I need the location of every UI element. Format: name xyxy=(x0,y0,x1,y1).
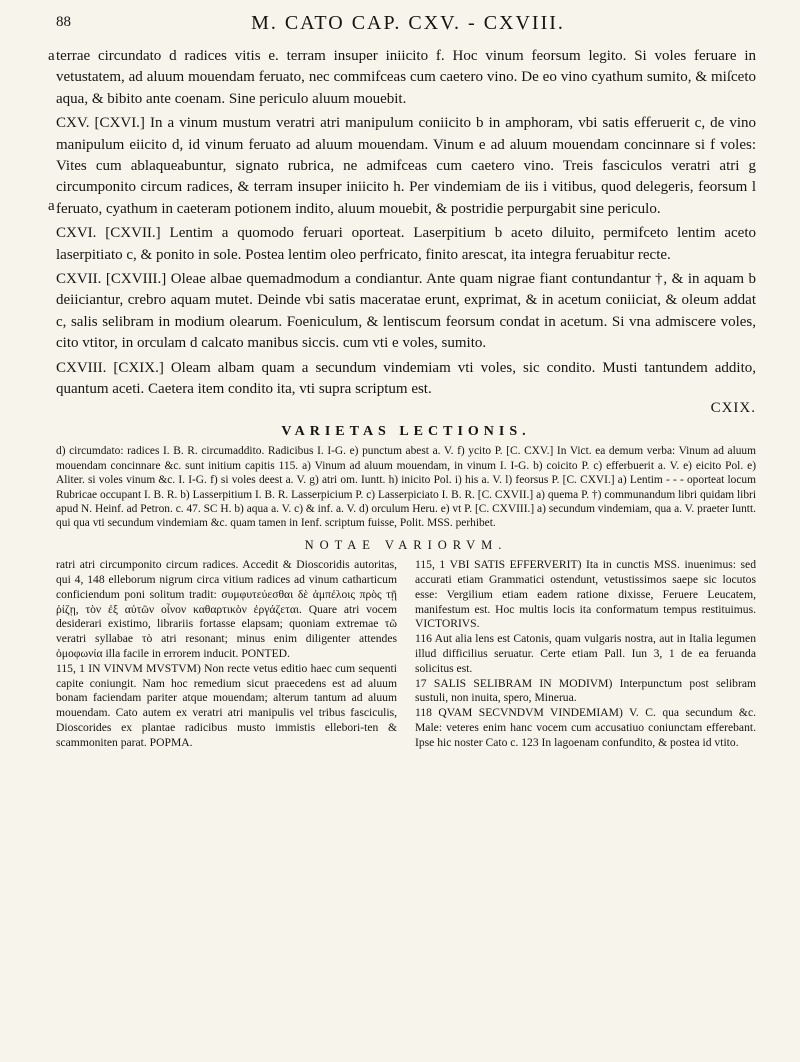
running-header xyxy=(56,12,760,36)
catchword: CXIX. xyxy=(710,399,756,416)
notae-heading: NOTAE VARIORVM. xyxy=(304,537,508,552)
main-text xyxy=(56,46,756,751)
notae-columns xyxy=(56,558,756,750)
notae-left-column: ratri atri circumponito circum radices. Accedit & Dioscoridis autoritas, qui 4, 148 elleborum nigrum circa vitium radices ad vinum catharticum conficiendum poni solitum tradit: συμφυτεύεσθαι δὲ ἀμπέλοις πρὸς τῇ ῥίζῃ, τὸν ἐξ αὐτῶν οἶνον καθαρτικὸν ἐργάζεται. Quare atri vocem desiderari existimo, librariis fortasse elapsam; quoniam extremae τῶ veratri syllabae τὸ atri resonant; minus enim diligenter attendes ὁμοφωνία illa facile in errorem inducit. PONTED. 115, 1 IN VINVM MVSTVM) Non recte vetus editio haec cum sequenti capite coniungit. Nam hoc remedium sicut praecedens est ad aluum bonam faciendam pariter atque mouendam; alterum tantum ad aluum mouendam. Cato autem ex veratri atri manipulis vel tribus fasciculis, Dioscorides ex plantae radicibus musto immistis ellebori-ten & scammoniten parat. POPMA. xyxy=(56,558,397,749)
chapter-paragraph: CXVI. [CXVII.] Lentim a quomodo feruari oporteat. Laserpitium b aceto diluito, permifceto lentim aceto laserpitiato c, & ponito in sole. Postea lentim oleo perfricato, finito arescat, ita integra feruabitur recte. xyxy=(56,225,756,263)
chapter-paragraph: CXVII. [CXVIII.] Oleae albae quemadmodum a condiantur. Ante quam nigrae fiant contundantur †, & in aquam b deiiciantur, crebro aquam mutet. Deinde vbi satis maceratae erunt, exprimat, & in acetum coniiciat, & oleum addat c, salis selibram in modium olearum. Foeniculum, & lentiscum feorsum condat in acetum. Si vna admiscere voles, cito vtitor, in orculam d calcato manibus siccis. cum vti e voles, sumito. xyxy=(56,271,756,352)
chapter-paragraph: CXV. [CXVI.] In a vinum mustum veratri atri manipulum coniicito b in amphoram, vbi satis efferuerit c, de vino manipulum eiicito d, id vinum feruato ad aluum mouendam. Vinum e ad aluum mouendam concinnare si f voles: Vites cum ablaqueabuntur, signato rubrica, ne admifceas cum caetero vino. Treis fasciculos veratri atri g circumponito circum radices, & terram insuper iniicito h. Per vindemiam de iis i vitibus, quod delegeris, feorsum l feruato, cyathum in caeteram potionem indito, aluum mouebit, & postridie perpurgabit sine periculo. xyxy=(56,115,756,217)
varietas-heading: VARIETAS LECTIONIS. xyxy=(281,423,531,439)
running-head-title: M. CATO CAP. CXV. - CXVIII. xyxy=(251,12,565,34)
varietas-text: d) circumdato: radices I. B. R. circumaddito. Radicibus I. I-G. e) punctum abest a. V. f) ycito P. [C. CXV.] In Vict. ea demum verba: Vinum ad aluum mouendam concinnare &c. sunt initium capitis 115. a) Vinum ad aluum mouendam, in vinum I. I-G. b) coicito P. c) efferbuerit a. V. e) eicito Pol. e) Aliter. si voles vinum &c. I. I-G. f) si voles deest a. V. g) atri om. Iuntt. h) inicito Pol. i) his a. V. l) feorsus P. [C. CXVI.] a) Lentim - - - oporteat locum Rubricae occupant I. B. R. b) Lasserpitium I. B. R. Lasserpicium P. c) Lasserpiciato I. B. R. [C. CXVII.] a) quema P. †) communandum libri quidam libri apud N. Heinf. ad Petron. c. 47. SC H. b) aqua a. V. c) & inf. a. V. d) orculum Heru. e) vt P. [C. CXVIII.] a) secundum vindemiam, qua a. V. praeter Iuntt. qui qua vti secundum vindemiam &c. quam tamen in Ienf. scriptum fuisse, Polit. MSS. perhibet. xyxy=(56,445,756,530)
page-number: 88 xyxy=(56,14,71,30)
margin-mark: a xyxy=(48,198,55,214)
margin-mark: a xyxy=(48,48,55,64)
chapter-paragraph: CXVIII. [CXIX.] Oleam albam quam a secundum vindemiam vti voles, sic condito. Musti tantundem addito, quantum aceti. Caetera item condito ita, vti supra scriptum est. xyxy=(56,359,756,398)
notae-right-column: 115, 1 VBI SATIS EFFERVERIT) Ita in cunctis MSS. inuenimus: sed accurati etiam Grammatici ostendunt, vetustissimos saepe sic locutos esse: Vergilium etiam eadem ratione dixisse, Feruere Leucatem, manifestum est. Hoc multis locis ita conformatum tempus restituimus. VICTORIVS. 116 Aut alia lens est Catonis, quam vulgaris nostra, aut in Italia legumen illud difficilius seruatur. Certe etiam Pall. Iun 3, 1 de ea feruanda solicitus est. 17 SALIS SELIBRAM IN MODIVM) Interpunctum post selibram sustuli, non inuita, spero, Minerua. 118 QVAM SECVNDVM VINDEMIAM) V. C. qua secundum &c. Male: veteres enim hanc vocem cum accusatiuo coniunctam efferebant. Ipse hic noster Cato c. 123 In lagoenam confundito, & postea id vtito. xyxy=(415,558,756,749)
chapter-paragraph: terrae circundato d radices vitis e. terram insuper iniicito f. Hoc vinum feorsum legito. Si voles feruare in vetustatem, ad aluum mouendam feruato, nec commifceas cum caetero vino. De eo vino cyathum sumito, & miſceto aqua, & bibito ante coenam. Sine periculo aluum mouebit. xyxy=(56,48,756,107)
